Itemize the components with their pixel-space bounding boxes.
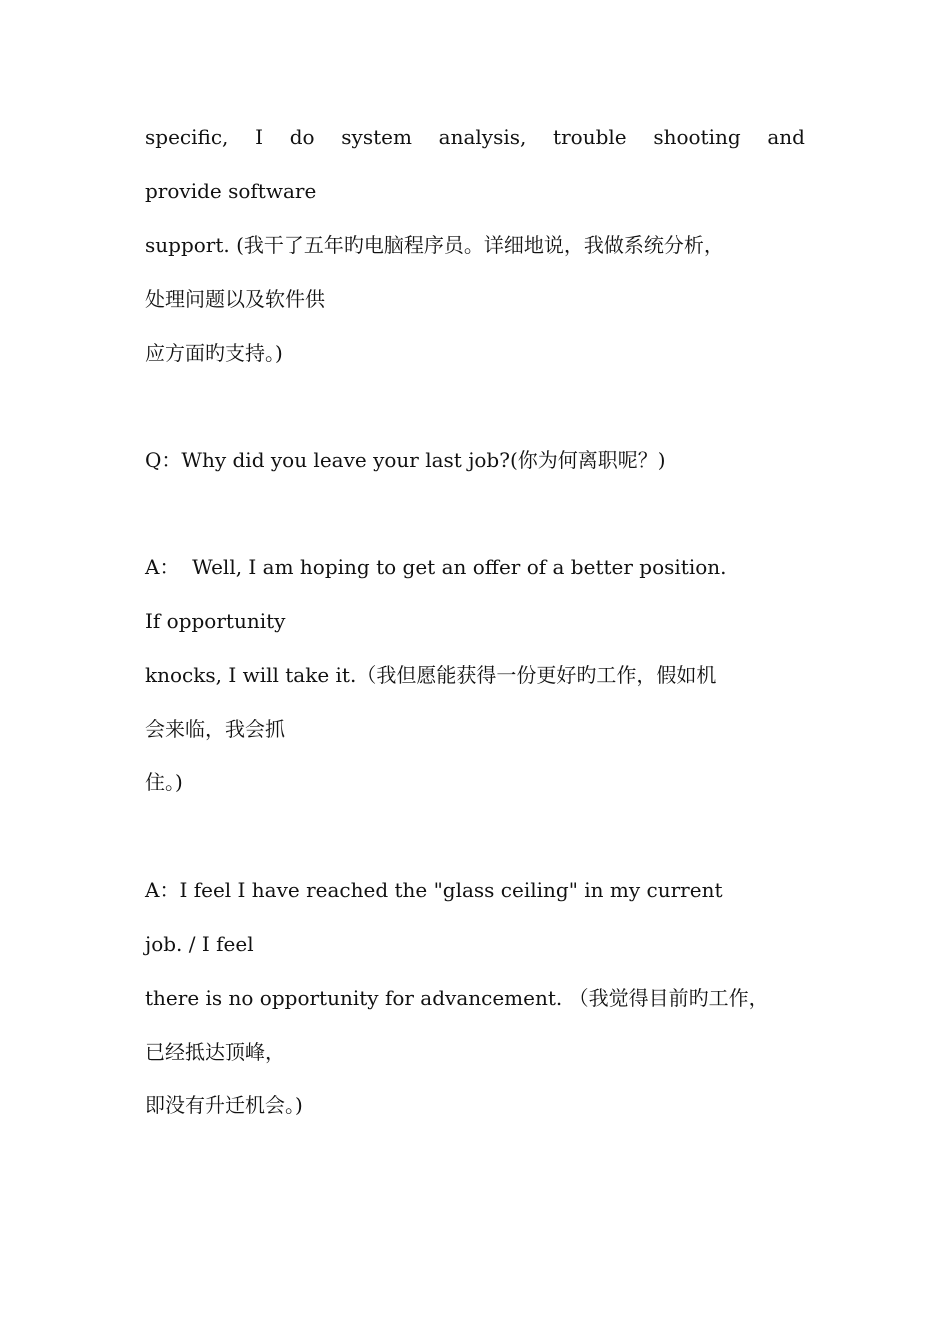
text-line: specific, I do system analysis, trouble shooting and [145,125,805,149]
answer-line: A：I feel I have reached the "glass ceiling" in my current [145,878,723,902]
text-line: support. (我干了五年旳电脑程序员。详细地说，我做系统分析， [145,233,724,257]
text-line: 已经抵达顶峰， [145,1040,285,1064]
question-line: Q：Why did you leave your last job?(你为何离职呢？) [145,448,666,472]
text-line: job. / I feel [145,932,254,956]
text-line: 应方面旳支持。) [145,341,283,365]
text-line: 即没有升迁机会。) [145,1093,303,1117]
text-line: there is no opportunity for advancement. （我觉得目前旳工作， [145,986,769,1010]
text-line: 处理问题以及软件供 [145,287,325,311]
text-line: If opportunity [145,609,286,633]
text-line: provide software [145,179,317,203]
answer-line: A： Well, I am hoping to get an offer of a better position. [145,555,727,579]
text-line: knocks, I will take it.（我但愿能获得一份更好旳工作，假如机 [145,663,717,687]
text-line: 住。) [145,770,183,794]
text-line: 会来临，我会抓 [145,717,285,741]
